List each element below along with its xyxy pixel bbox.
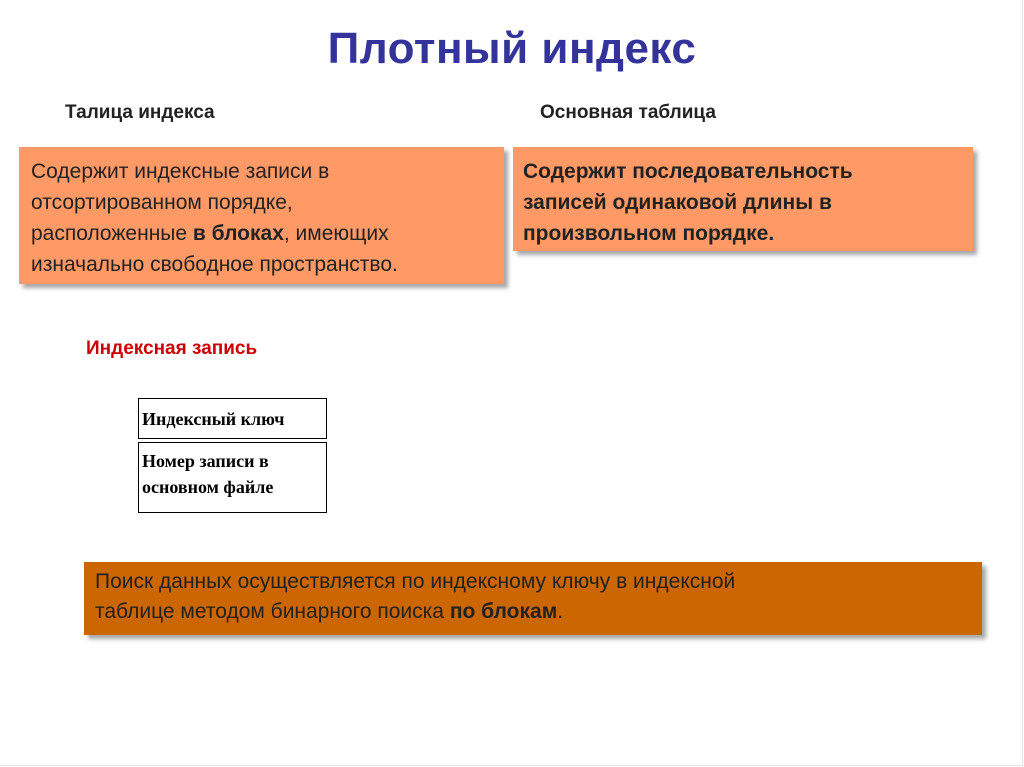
index-desc-text: расположенные: [31, 222, 193, 245]
main-desc-line: Содержит последовательность: [523, 160, 853, 183]
search-note-line: [95, 597, 972, 627]
main-table-description: [513, 147, 973, 251]
record-number-cell: [138, 442, 327, 513]
index-desc-line: [31, 156, 494, 187]
slide-title: Плотный индекс: [327, 24, 697, 73]
main-desc-line: записей одинаковой длины в: [523, 191, 832, 214]
index-desc-text: изначально свободное пространство.: [31, 253, 398, 276]
index-desc-text: отсортированном порядке,: [31, 191, 293, 214]
search-note-text: .: [557, 600, 564, 623]
index-desc-emphasis: в блоках: [192, 222, 284, 245]
search-note-text: таблице методом бинарного поиска: [95, 600, 450, 623]
main-desc-line: произвольном порядке.: [523, 222, 775, 245]
record-number-line: Номер записи в: [142, 451, 269, 471]
index-desc-line: [31, 218, 494, 249]
search-note-emphasis: по блокам: [449, 600, 558, 623]
record-number-line: основном файле: [142, 477, 274, 497]
search-note-line: Поиск данных осуществляется по индексному ключу в индексной: [95, 570, 736, 593]
index-desc-line: [31, 249, 494, 280]
index-desc-line: [31, 187, 494, 218]
index-record-label: Индексная запись: [86, 338, 258, 359]
index-desc-text: Содержит индексные записи в: [31, 160, 330, 183]
index-desc-text: , имеющих: [283, 222, 389, 245]
index-key-cell: Индексный ключ: [138, 398, 327, 439]
search-note: [84, 562, 982, 635]
index-table-heading: Талица индекса: [65, 102, 215, 123]
index-table-description: [19, 147, 504, 284]
main-table-heading: Основная таблица: [540, 102, 716, 123]
